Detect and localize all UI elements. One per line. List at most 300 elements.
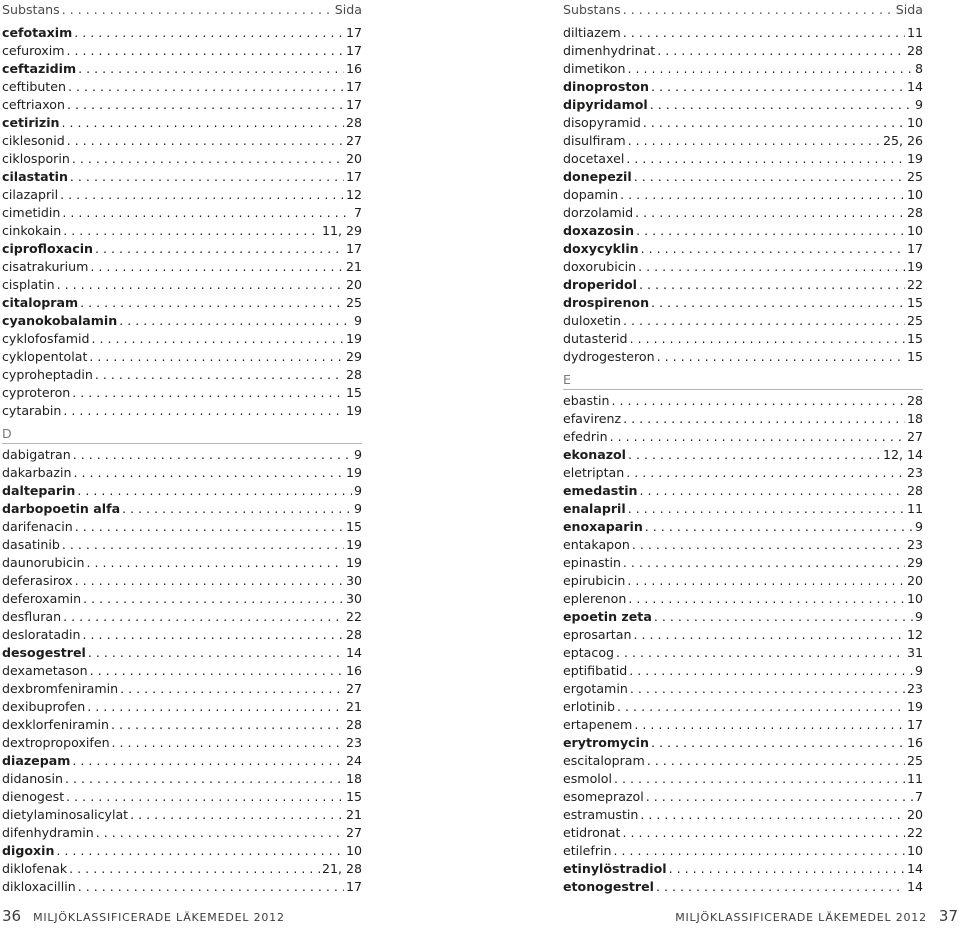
substance-name: emedastin — [563, 483, 638, 498]
index-entry — [563, 788, 923, 806]
index-entry — [2, 276, 362, 294]
page-reference: 10 — [906, 843, 923, 858]
index-entry — [563, 348, 923, 366]
substance-name: duloxetin — [563, 313, 622, 328]
leader-dots — [111, 716, 344, 734]
index-entry — [2, 770, 362, 788]
index-entry — [2, 240, 362, 258]
leader-dots — [622, 824, 905, 842]
substance-name: doxorubicin — [563, 259, 637, 274]
index-entry — [563, 698, 923, 716]
leader-dots — [62, 204, 352, 222]
publication-title: MILJÖKLASSIFICERADE LÄKEMEDEL 2012 — [33, 911, 285, 924]
page-reference: 12, 14 — [882, 447, 923, 462]
index-entry — [563, 96, 923, 114]
page-reference: 19 — [906, 259, 923, 274]
leader-dots — [623, 0, 894, 20]
page-reference: 28 — [906, 483, 923, 498]
leader-dots — [80, 294, 344, 312]
page-reference: 25 — [906, 169, 923, 184]
leader-dots — [623, 312, 905, 330]
leader-dots — [68, 78, 344, 96]
substance-name: erytromycin — [563, 735, 649, 750]
leader-dots — [72, 384, 344, 402]
leader-dots — [95, 366, 344, 384]
leader-dots — [654, 608, 913, 626]
leader-dots — [635, 204, 905, 222]
index-entry — [563, 626, 923, 644]
page-reference: 15 — [906, 295, 923, 310]
substance-name: ebastin — [563, 393, 610, 408]
page-reference: 20 — [345, 277, 362, 292]
leader-dots — [60, 186, 344, 204]
leader-dots — [628, 132, 881, 150]
index-entry — [563, 770, 923, 788]
index-entry — [563, 222, 923, 240]
footer-right — [669, 906, 958, 926]
index-entry — [563, 240, 923, 258]
leader-dots — [646, 788, 913, 806]
substance-name: cimetidin — [2, 205, 61, 220]
page-reference: 19 — [345, 555, 362, 570]
substance-name: efavirenz — [563, 411, 622, 426]
index-entry — [563, 464, 923, 482]
substance-name: efedrin — [563, 429, 608, 444]
substance-name: ergotamin — [563, 681, 628, 696]
index-entry — [563, 518, 923, 536]
substance-name: cyproteron — [2, 385, 71, 400]
substance-name: erlotinib — [563, 699, 616, 714]
page-reference: 11 — [906, 771, 923, 786]
leader-dots — [120, 680, 344, 698]
substance-name: dimetikon — [563, 61, 626, 76]
index-entry — [563, 114, 923, 132]
page-reference: 19 — [345, 403, 362, 418]
leader-dots — [67, 132, 344, 150]
page-reference: 9 — [914, 609, 923, 624]
page-reference: 30 — [345, 591, 362, 606]
page-reference: 21 — [345, 699, 362, 714]
substance-name: dakarbazin — [2, 465, 72, 480]
leader-dots — [650, 96, 913, 114]
page-reference: 17 — [345, 169, 362, 184]
page-reference: 27 — [345, 825, 362, 840]
index-entry — [2, 132, 362, 150]
substance-name: dimenhydrinat — [563, 43, 656, 58]
page-reference: 21 — [345, 259, 362, 274]
index-entry — [563, 78, 923, 96]
substance-name: dydrogesteron — [563, 349, 655, 364]
leader-dots — [641, 240, 905, 258]
substance-name: cinkokain — [2, 223, 62, 238]
substance-name: deferoxamin — [2, 591, 82, 606]
substance-name: ekonazol — [563, 447, 626, 462]
substance-name: digoxin — [2, 843, 55, 858]
index-entry — [563, 42, 923, 60]
substance-name: dasatinib — [2, 537, 60, 552]
leader-dots — [61, 114, 343, 132]
index-entry — [563, 860, 923, 878]
index-entry — [2, 878, 362, 896]
index-entry — [2, 258, 362, 276]
substance-header: Substans — [2, 2, 60, 17]
leader-dots — [656, 878, 905, 896]
substance-name: cyklopentolat — [2, 349, 88, 364]
leader-dots — [639, 276, 905, 294]
leader-dots — [628, 590, 905, 608]
page-reference: 28 — [345, 115, 362, 130]
substance-name: daunorubicin — [2, 555, 85, 570]
page-reference: 19 — [345, 331, 362, 346]
substance-name: darbopoetin alfa — [2, 501, 121, 516]
leader-dots — [83, 590, 344, 608]
leader-dots — [122, 500, 352, 518]
page-reference: 9 — [914, 97, 923, 112]
leader-dots — [74, 24, 344, 42]
substance-name: doxycyklin — [563, 241, 639, 256]
page-reference: 28 — [345, 717, 362, 732]
leader-dots — [78, 60, 344, 78]
page-reference: 25 — [906, 753, 923, 768]
leader-dots — [119, 312, 352, 330]
page-reference: 15 — [345, 789, 362, 804]
leader-dots — [623, 24, 905, 42]
substance-name: ciprofloxacin — [2, 241, 94, 256]
leader-dots — [83, 626, 344, 644]
page-reference: 28 — [906, 43, 923, 58]
substance-name: dexametason — [2, 663, 88, 678]
substance-name: dorzolamid — [563, 205, 634, 220]
substance-name: cetirizin — [2, 115, 60, 130]
substance-name: etilefrin — [563, 843, 612, 858]
footer-left — [2, 906, 291, 926]
page-header: Sida — [895, 2, 923, 17]
index-groups — [2, 24, 362, 896]
page-reference: 19 — [345, 537, 362, 552]
leader-dots — [651, 78, 905, 96]
substance-name: epoetin zeta — [563, 609, 652, 624]
page-reference: 31 — [906, 645, 923, 660]
leader-dots — [623, 410, 905, 428]
page-reference: 20 — [345, 151, 362, 166]
index-entry — [563, 590, 923, 608]
page-reference: 11 — [906, 501, 923, 516]
page-reference: 19 — [906, 151, 923, 166]
substance-name: citalopram — [2, 295, 79, 310]
index-entry — [563, 392, 923, 410]
leader-dots — [77, 482, 352, 500]
index-entry — [563, 554, 923, 572]
index-entry — [2, 662, 362, 680]
substance-name: dienogest — [2, 789, 65, 804]
page-reference: 17 — [906, 717, 923, 732]
index-entry — [2, 698, 362, 716]
index-entry — [563, 330, 923, 348]
substance-name: eptifibatid — [563, 663, 628, 678]
page-reference: 16 — [345, 663, 362, 678]
section-letter-heading: E — [563, 371, 923, 390]
leader-dots — [89, 348, 344, 366]
page-reference: 24 — [345, 753, 362, 768]
page-reference: 25, 26 — [882, 133, 923, 148]
page-reference: 9 — [353, 313, 362, 328]
leader-dots — [636, 222, 905, 240]
substance-name: cefotaxim — [2, 25, 73, 40]
index-entry — [2, 806, 362, 824]
page-reference: 17 — [345, 879, 362, 894]
leader-dots — [620, 186, 905, 204]
page-reference: 28 — [345, 627, 362, 642]
leader-dots — [657, 42, 905, 60]
substance-name: ceftriaxon — [2, 97, 65, 112]
substance-name: dexbromfeniramin — [2, 681, 119, 696]
substance-name: estramustin — [563, 807, 639, 822]
index-entry — [2, 330, 362, 348]
page-reference: 16 — [345, 61, 362, 76]
leader-dots — [614, 842, 905, 860]
substance-name: cisplatin — [2, 277, 55, 292]
leader-dots — [56, 842, 344, 860]
page-number: 36 — [2, 907, 22, 925]
leader-dots — [75, 572, 344, 590]
page-reference: 28 — [345, 367, 362, 382]
page-reference: 10 — [906, 223, 923, 238]
right-index-column — [563, 0, 923, 896]
leader-dots — [90, 258, 344, 276]
page-reference: 17 — [345, 43, 362, 58]
page-reference: 15 — [345, 519, 362, 534]
substance-name: deferasirox — [2, 573, 73, 588]
index-entry — [563, 294, 923, 312]
page-reference: 9 — [353, 501, 362, 516]
substance-name: ertapenem — [563, 717, 633, 732]
leader-dots — [57, 276, 344, 294]
index-entry — [2, 608, 362, 626]
substance-name: ciklesonid — [2, 133, 65, 148]
page-reference: 15 — [906, 331, 923, 346]
substance-name: dutasterid — [563, 331, 628, 346]
leader-dots — [78, 878, 344, 896]
substance-name: enalapril — [563, 501, 626, 516]
substance-name: enoxaparin — [563, 519, 643, 534]
leader-dots — [616, 644, 905, 662]
page-reference: 21, 28 — [321, 861, 362, 876]
index-entry — [563, 806, 923, 824]
substance-name: eletriptan — [563, 465, 625, 480]
index-entry — [2, 222, 362, 240]
index-entry — [563, 186, 923, 204]
index-entry — [563, 276, 923, 294]
index-entry — [563, 204, 923, 222]
page-reference: 29 — [345, 349, 362, 364]
index-entry — [563, 680, 923, 698]
substance-name: disopyramid — [563, 115, 641, 130]
index-entry — [2, 626, 362, 644]
leader-dots — [112, 734, 344, 752]
index-entry — [2, 680, 362, 698]
leader-dots — [73, 464, 343, 482]
substance-name: etidronat — [563, 825, 621, 840]
column-header — [563, 0, 923, 20]
section-letter-heading: D — [2, 425, 362, 444]
substance-name: ceftibuten — [2, 79, 66, 94]
page-reference: 14 — [345, 645, 362, 660]
page-reference: 14 — [906, 79, 923, 94]
substance-name: doxazosin — [563, 223, 635, 238]
leader-dots — [62, 0, 333, 20]
page-reference: 27 — [345, 681, 362, 696]
column-header — [2, 0, 362, 20]
substance-name: cilastatin — [2, 169, 68, 184]
substance-name: eptacog — [563, 645, 615, 660]
index-groups — [563, 24, 923, 896]
page-reference: 15 — [906, 349, 923, 364]
leader-dots — [627, 60, 913, 78]
leader-dots — [626, 464, 905, 482]
leader-dots — [640, 806, 905, 824]
leader-dots — [617, 698, 905, 716]
leader-dots — [623, 554, 905, 572]
index-entry — [2, 860, 362, 878]
index-entry — [563, 536, 923, 554]
index-entry — [563, 842, 923, 860]
page-reference: 27 — [345, 133, 362, 148]
leader-dots — [88, 644, 344, 662]
page-reference: 11, 29 — [321, 223, 362, 238]
substance-name: droperidol — [563, 277, 637, 292]
index-entry — [563, 60, 923, 78]
leader-dots — [630, 330, 905, 348]
index-entry — [2, 590, 362, 608]
substance-name: dalteparin — [2, 483, 76, 498]
index-entry — [2, 572, 362, 590]
index-entry — [2, 384, 362, 402]
page-reference: 22 — [906, 825, 923, 840]
substance-name: eprosartan — [563, 627, 632, 642]
leader-dots — [72, 150, 344, 168]
substance-name: eplerenon — [563, 591, 627, 606]
index-entry — [2, 788, 362, 806]
substance-name: drospirenon — [563, 295, 650, 310]
leader-dots — [86, 554, 344, 572]
page-header: Sida — [334, 2, 362, 17]
leader-dots — [92, 330, 344, 348]
substance-name: ciklosporin — [2, 151, 70, 166]
index-entry — [2, 464, 362, 482]
leader-dots — [647, 752, 905, 770]
leader-dots — [614, 770, 905, 788]
leader-dots — [87, 698, 344, 716]
leader-dots — [645, 518, 913, 536]
substance-name: etonogestrel — [563, 879, 654, 894]
substance-name: desogestrel — [2, 645, 86, 660]
index-entry — [563, 752, 923, 770]
page-reference: 9 — [914, 519, 923, 534]
substance-name: cytarabin — [2, 403, 62, 418]
index-entry — [2, 168, 362, 186]
index-entry — [563, 428, 923, 446]
leader-dots — [630, 680, 905, 698]
substance-name: desfluran — [2, 609, 62, 624]
left-index-column — [2, 0, 362, 896]
substance-name: cyanokobalamin — [2, 313, 118, 328]
substance-name: etinylöstradiol — [563, 861, 667, 876]
leader-dots — [67, 42, 344, 60]
substance-name: dipyridamol — [563, 97, 648, 112]
substance-name: dabigatran — [2, 447, 71, 462]
page-reference: 21 — [345, 807, 362, 822]
page-reference: 28 — [906, 393, 923, 408]
leader-dots — [651, 734, 905, 752]
leader-dots — [66, 788, 344, 806]
index-entry — [2, 446, 362, 464]
leader-dots — [63, 608, 344, 626]
leader-dots — [626, 150, 905, 168]
leader-dots — [67, 96, 344, 114]
index-entry — [2, 78, 362, 96]
index-entry — [2, 42, 362, 60]
page-number: 37 — [938, 907, 958, 925]
substance-name: dextropropoxifen — [2, 735, 110, 750]
index-entry — [563, 258, 923, 276]
page-reference: 8 — [914, 61, 923, 76]
page-reference: 19 — [906, 699, 923, 714]
page-reference: 7 — [914, 789, 923, 804]
leader-dots — [610, 428, 905, 446]
substance-name: dopamin — [563, 187, 619, 202]
leader-dots — [95, 240, 344, 258]
index-entry — [563, 446, 923, 464]
index-entry — [563, 644, 923, 662]
page-reference: 29 — [906, 555, 923, 570]
substance-name: desloratadin — [2, 627, 81, 642]
page-reference: 11 — [906, 25, 923, 40]
page-reference: 20 — [906, 573, 923, 588]
index-entry — [563, 168, 923, 186]
index-entry — [2, 150, 362, 168]
page-reference: 17 — [345, 97, 362, 112]
index-entry — [563, 824, 923, 842]
page-reference: 23 — [906, 465, 923, 480]
index-entry — [2, 554, 362, 572]
leader-dots — [657, 348, 905, 366]
page-reference: 17 — [345, 25, 362, 40]
leader-dots — [628, 500, 905, 518]
substance-name: difenhydramin — [2, 825, 94, 840]
index-entry — [563, 24, 923, 42]
index-entry — [2, 518, 362, 536]
leader-dots — [130, 806, 344, 824]
substance-name: dikloxacillin — [2, 879, 76, 894]
page-reference: 20 — [906, 807, 923, 822]
leader-dots — [629, 662, 913, 680]
substance-name: docetaxel — [563, 151, 625, 166]
page-reference: 10 — [906, 591, 923, 606]
index-entry — [563, 500, 923, 518]
index-entry — [2, 842, 362, 860]
index-entry — [2, 752, 362, 770]
index-entry — [563, 312, 923, 330]
index-entry — [2, 824, 362, 842]
leader-dots — [90, 662, 344, 680]
leader-dots — [73, 446, 352, 464]
index-entry — [563, 716, 923, 734]
page-reference: 25 — [906, 313, 923, 328]
leader-dots — [63, 402, 344, 420]
leader-dots — [65, 770, 344, 788]
page-reference: 22 — [906, 277, 923, 292]
page-reference: 10 — [345, 843, 362, 858]
